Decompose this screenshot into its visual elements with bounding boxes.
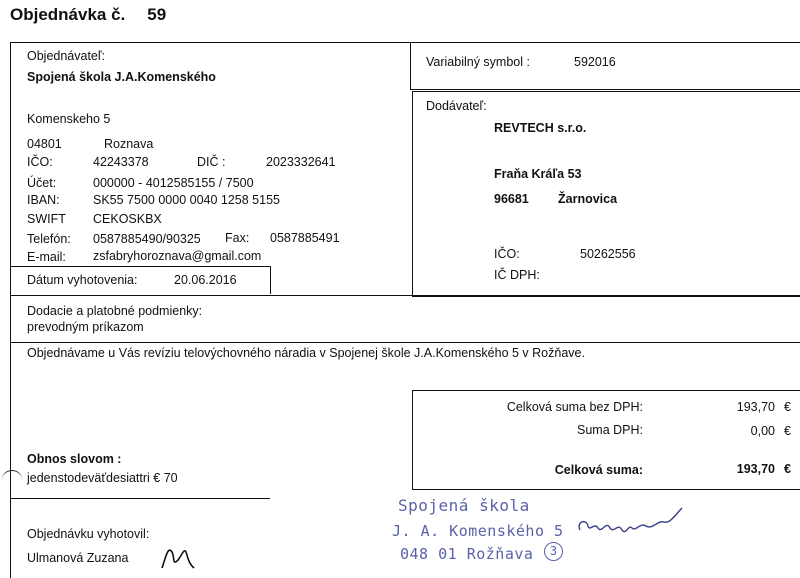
vat-value: 0,00 (750, 424, 775, 438)
net-label: Celková suma bez DPH: (506, 400, 643, 414)
supplier-street: Fraňa Kráľa 53 (494, 167, 582, 181)
approver-signature-icon (572, 500, 687, 548)
customer-swift: CEKOSKBX (93, 212, 162, 226)
customer-dic-label: DIČ : (197, 155, 226, 169)
stamp-line3: 048 01 Rožňava (400, 545, 534, 563)
supplier-icdph-label: IČ DPH: (494, 268, 540, 282)
issued-name: Ulmanová Zuzana (27, 551, 129, 565)
supplier-name: REVTECH s.r.o. (494, 121, 587, 135)
customer-city: Roznava (104, 137, 154, 151)
stamp-line1: Spojená škola (398, 496, 530, 515)
customer-fax-label: Fax: (225, 231, 250, 245)
terms-value: prevodným príkazom (27, 320, 144, 334)
stamp-mark: 3 (544, 542, 563, 561)
customer-swift-label: SWIFT (27, 212, 66, 226)
customer-dic: 2023332641 (266, 155, 336, 169)
issuer-signature-icon (158, 538, 198, 572)
total-currency: € (784, 462, 791, 476)
terms-bottom-line (10, 342, 800, 343)
vat-currency: € (784, 424, 791, 438)
customer-phone-label: Telefón: (27, 232, 71, 246)
customer-email-label: E-mail: (27, 250, 66, 264)
supplier-ico-label: IČO: (494, 247, 520, 261)
vat-label: Suma DPH: (577, 423, 643, 437)
total-label: Celková suma: (554, 463, 643, 477)
stamp-line2: J. A. Komenského 5 (392, 522, 564, 540)
page-title (10, 5, 166, 25)
varsym-bottom-line (410, 89, 800, 90)
terms-label: Dodacie a platobné podmienky: (27, 304, 203, 318)
date-label: Dátum vyhotovenia: (27, 273, 138, 287)
customer-iban-label: IBAN: (27, 193, 60, 207)
supplier-zip: 96681 (494, 192, 529, 206)
frame-mid-divider (410, 42, 411, 89)
punch-hole-mark (2, 470, 22, 487)
customer-ico-label: IČO: (27, 155, 53, 169)
net-currency: € (784, 400, 791, 414)
supplier-ico: 50262556 (580, 247, 636, 261)
net-value: 193,70 (736, 400, 775, 414)
supplier-label: Dodávateľ: (426, 99, 487, 113)
customer-label: Objednávateľ: (27, 49, 106, 63)
customer-account-label: Účet: (27, 176, 57, 190)
words-value: jedenstodeväťdesiattri € 70 (27, 471, 178, 485)
customer-zip: 04801 (27, 137, 62, 151)
issued-label: Objednávku vyhotovil: (27, 527, 150, 541)
customer-name: Spojená škola J.A.Komenského (27, 70, 216, 84)
order-number: 59 (147, 5, 167, 24)
terms-top-line (10, 295, 800, 296)
customer-street: Komenskeho 5 (27, 112, 111, 126)
customer-account: 000000 - 4012585155 / 7500 (93, 176, 254, 190)
customer-email[interactable]: zsfabryhoroznava@gmail.com (93, 249, 262, 263)
words-bottom-line (10, 498, 270, 499)
order-text: Objednávame u Vás revíziu telovýchovného náradia v Spojenej škole J.A.Komenského 5 v Rožňave. (27, 346, 585, 360)
customer-fax: 0587885491 (270, 231, 340, 245)
frame-top (10, 42, 800, 43)
varsym-label: Variabilný symbol : (426, 55, 530, 69)
date-value: 20.06.2016 (174, 273, 237, 287)
title-label: Objednávka č. (10, 5, 126, 24)
customer-iban: SK55 7500 0000 0040 1258 5155 (93, 193, 280, 207)
total-value: 193,70 (736, 462, 775, 476)
varsym-value: 592016 (574, 55, 616, 69)
supplier-city: Žarnovica (558, 192, 618, 206)
customer-ico: 42243378 (93, 155, 149, 169)
words-label: Obnos slovom : (27, 452, 122, 466)
customer-phone: 0587885490/90325 (93, 232, 201, 246)
